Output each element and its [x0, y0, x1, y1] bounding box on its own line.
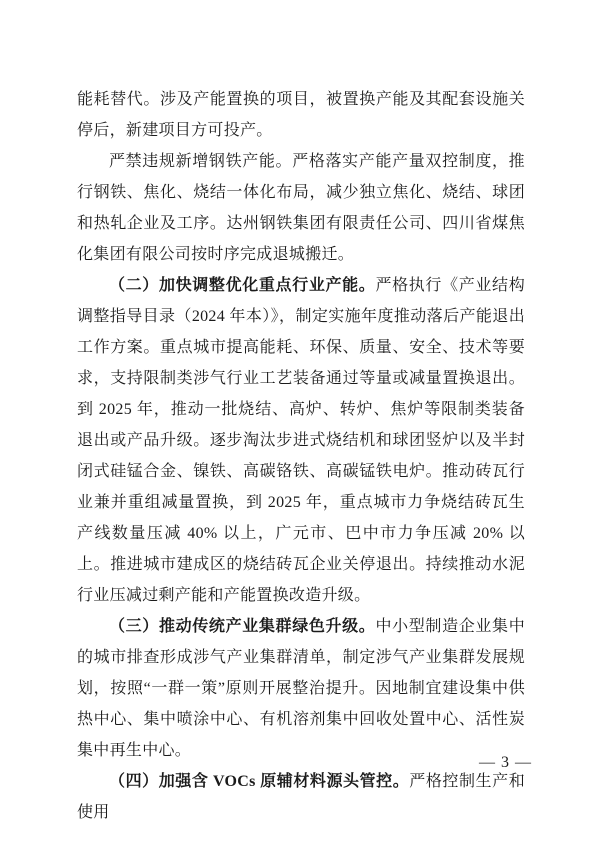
page-number: — 3 —: [479, 754, 532, 771]
paragraph-text: 严格控制生产和使用: [77, 773, 525, 821]
paragraph: [77, 146, 525, 270]
paragraph: [77, 611, 525, 766]
paragraph-text: 严禁违规新增钢铁产能。严格落实产能产量双控制度，推行钢铁、焦化、烧结一体化布局，减少独立焦化、烧结、球团和热轧企业及工序。达州钢铁集团有限责任公司、四川省煤焦化集团有限公司按时序完成退城搬迁。: [77, 153, 525, 263]
paragraph: [77, 766, 525, 828]
paragraph: [77, 270, 525, 611]
paragraph: [77, 84, 525, 146]
paragraph-lead: （三）推动传统产业集群绿色升级。: [109, 618, 376, 635]
paragraph-text: 能耗替代。涉及产能置换的项目，被置换产能及其配套设施关停后，新建项目方可投产。: [77, 91, 525, 139]
paragraph-lead: （二）加快调整优化重点行业产能。: [109, 277, 376, 294]
paragraph-text: 中小型制造企业集中的城市排查形成涉气产业集群清单，制定涉气产业集群发展规划，按照“一群一策”原则开展整治提升。因地制宜建设集中供热中心、集中喷涂中心、有机溶剂集中回收处置中心、活性炭集中再生中心。: [77, 618, 525, 759]
paragraph-lead: （四）加强含 VOCs 原辅材料源头管控。: [109, 773, 410, 790]
paragraph-text: 严格执行《产业结构调整指导目录（2024 年本）》，制定实施年度推动落后产能退出工作方案。重点城市提高能耗、环保、质量、安全、技术等要求，支持限制类涉气行业工艺装备通过等量或减量置换退出。到 2025 年，推动一批烧结、高炉、转炉、焦炉等限制类装备退出或产品升级。逐步淘汰步进式烧结机和球团竖炉以及半封闭式硅锰合金、镍铁、高碳铬铁、高碳锰铁电炉。推动砖瓦行业兼并重组减量置换，到 2025 年，重点城市力争烧结砖瓦生产线数量压减 40% 以上，广元市、巴中市力争压减 20% 以上。推进城市建成区的烧结砖瓦企业关停退出。持续推动水泥行业压减过剩产能和产能置换改造升级。: [77, 277, 525, 604]
document-body: [77, 84, 525, 828]
